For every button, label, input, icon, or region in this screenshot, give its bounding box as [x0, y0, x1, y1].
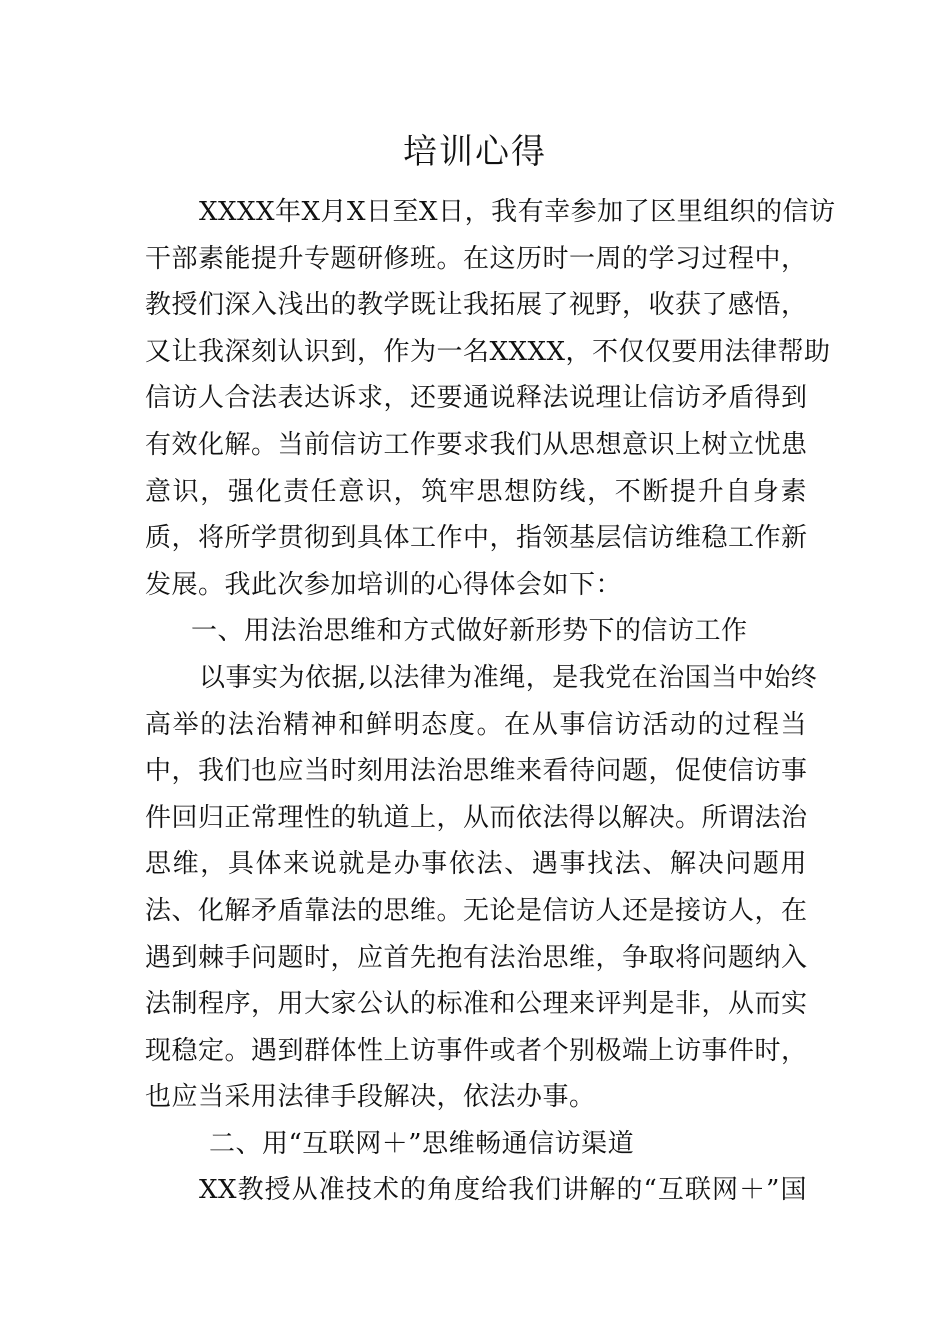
paragraph-line: 一、用法治思维和方式做好新形势下的信访工作 [191, 616, 748, 647]
paragraph-line: 高举的法治精神和鲜明态度。在从事信访活动的过程当 [145, 709, 807, 740]
document-body [145, 189, 836, 1214]
paragraph-line: 质，将所学贯彻到具体工作中，指领基层信访维稳工作新 [145, 523, 808, 554]
paragraph-line: 中，我们也应当时刻用法治思维来看待问题，促使信访事 [145, 756, 808, 787]
paragraph-line: 意识，强化责任意识，筑牢思想防线，不断提升自身素 [145, 476, 807, 507]
paragraph-line: 法制程序，用大家公认的标准和公理来评判是非，从而实 [145, 989, 808, 1020]
paragraph-line: 以事实为依据,以法律为准绳，是我党在治国当中始终 [199, 662, 818, 693]
paragraph-line: 信访人合法表达诉求，还要通说释法说理让信访矛盾得到 [145, 383, 808, 414]
paragraph-line: XX教授从准技术的角度给我们讲解的“互联网＋”国 [199, 1175, 807, 1206]
paragraph-line: 件回归正常理性的轨道上，从而依法得以解决。所谓法治 [145, 802, 808, 833]
paragraph-line: 又让我深刻认识到，作为一名XXXX，不仅仅要用法律帮助 [145, 336, 831, 367]
paragraph-line: 干部素能提升专题研修班。在这历时一周的学习过程中， [145, 243, 808, 274]
paragraph-line: 发展。我此次参加培训的心得体会如下： [145, 569, 623, 600]
paragraph-line: 法、化解矛盾靠法的思维。无论是信访人还是接访人，在 [145, 895, 808, 926]
document-title: 培训心得 [403, 132, 547, 172]
paragraph-line: 现稳定。遇到群体性上访事件或者个别极端上访事件时， [145, 1035, 808, 1066]
paragraph-line: 思维，具体来说就是办事依法、遇事找法、解决问题用 [145, 849, 807, 880]
paragraph-line: 也应当采用法律手段解决，依法办事。 [145, 1082, 596, 1113]
paragraph-line: 教授们深入浅出的教学既让我拓展了视野，收获了感悟， [145, 290, 808, 321]
paragraph-line: 遇到棘手问题时，应首先抱有法治思维，争取将问题纳入 [145, 942, 808, 973]
paragraph-line: 二、用“互联网＋”思维畅通信访渠道 [209, 1128, 635, 1159]
paragraph-line: 有效化解。当前信访工作要求我们从思想意识上树立忧患 [145, 429, 808, 460]
paragraph-line: XXXX年X月X日至X日，我有幸参加了区里组织的信访 [199, 197, 836, 227]
